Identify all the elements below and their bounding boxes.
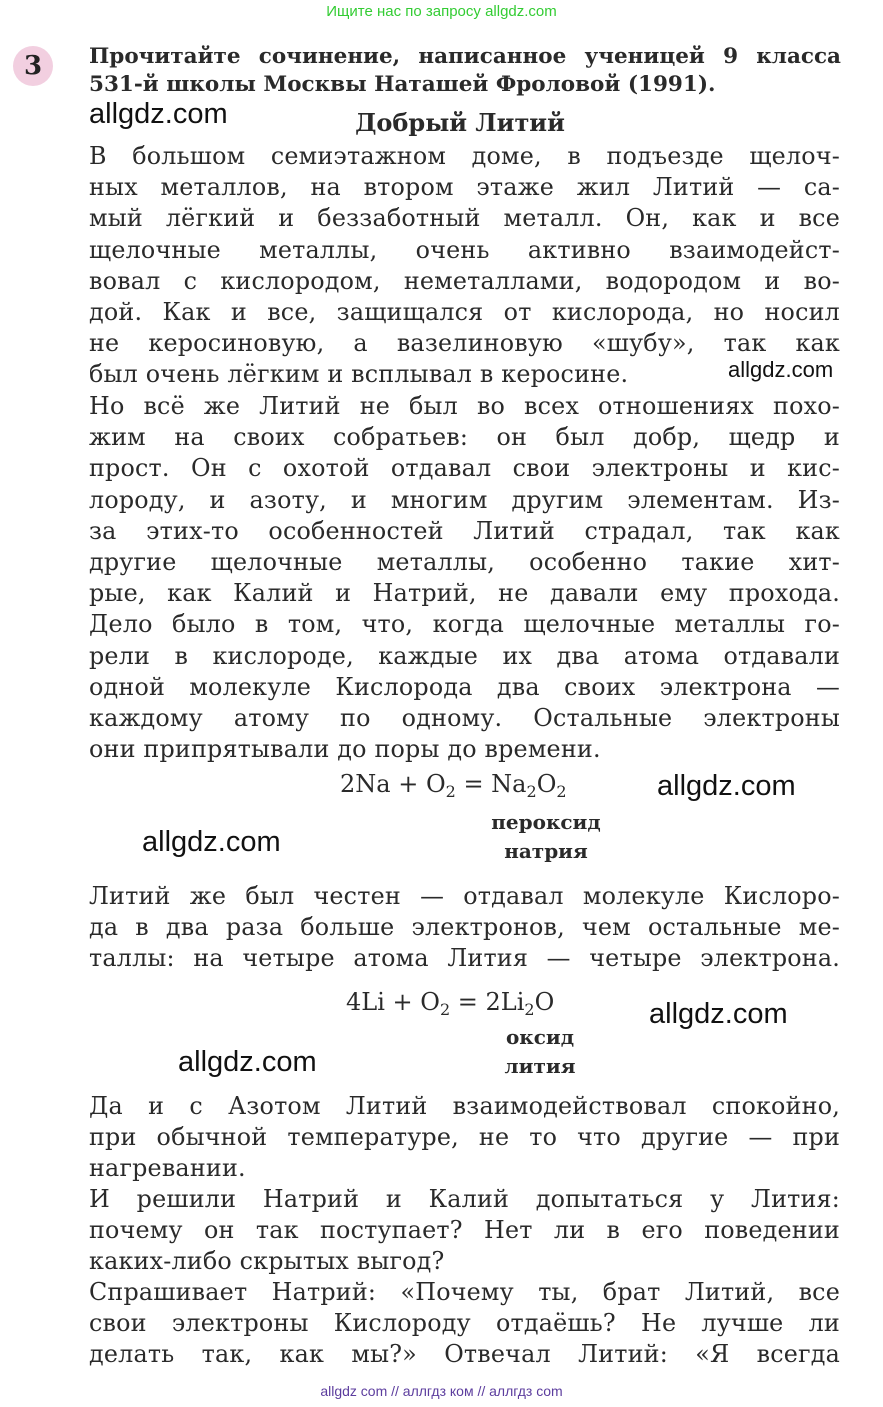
text-line: Но всё же Литий не был во всех отношениях похо-: [89, 392, 840, 420]
watermark: allgdz.com: [142, 826, 281, 858]
text-line: Спрашивает Натрий: «Почему ты, брат Литий, все: [89, 1278, 840, 1306]
text-line: Да и с Азотом Литий взаимодействовал спокойно,: [89, 1092, 840, 1120]
text-line: да в два раза больше электронов, чем остальные ме-: [89, 913, 840, 942]
text-line: Литий же был честен — отдавал молекуле Кислоро-: [89, 882, 840, 910]
equation-lithium-oxide: $4Li + O_2 = 2Li_2O$: [346, 988, 555, 1019]
text-line: одной молекуле Кислорода два своих электрона —: [89, 672, 840, 701]
text-line: прост. Он с охотой отдавал свои электроны и кис-: [89, 454, 840, 483]
text-line: каких-либо скрытых выгод?: [89, 1247, 445, 1276]
text-line: рые, как Калий и Натрий, не давали ему прохода.: [89, 579, 840, 608]
text-line: таллы: на четыре атома Лития — четыре электрона.: [89, 944, 840, 973]
top-banner[interactable]: Ищите нас по запросу allgdz.com: [326, 3, 557, 20]
text-line: вовал с кислородом, неметаллами, водородом и во-: [89, 266, 840, 295]
paragraph-1: [89, 141, 840, 391]
intro-line: Прочитайте сочинение, написанное ученицей 9 класса: [89, 44, 841, 69]
text-line: дой. Как и все, защищался от кислорода, но носил: [89, 297, 840, 326]
text-line: рели в кислороде, каждые их два атома отдавали: [89, 641, 840, 670]
text-line: И решили Натрий и Калий допытаться у Лития:: [89, 1185, 840, 1213]
text-line: ных металлов, на втором этаже жил Литий — са-: [89, 173, 840, 202]
story-title: Добрый Литий: [355, 108, 565, 137]
equation-1-label: пероксид натрия: [491, 810, 601, 863]
task-intro: [89, 43, 841, 99]
text-line: был очень лёгким и всплывал в керосине.: [89, 360, 629, 389]
text-line: Дело было в том, что, когда щелочные металлы го-: [89, 610, 840, 639]
text-line: мый лёгкий и беззаботный металл. Он, как и все: [89, 204, 840, 233]
text-line: другие щелочные металлы, особенно такие хит-: [89, 547, 840, 576]
text-line: они припрятывали до поры до времени.: [89, 735, 601, 764]
text-line: лороду, и азоту, и многим другим элементам. Из-: [89, 485, 840, 514]
equation-2-label: оксид лития: [504, 1025, 576, 1078]
text-line: за этих-то особенностей Литий страдал, так как: [89, 516, 840, 545]
text-line: жим на своих собратьев: он был добр, щедр и: [89, 423, 840, 452]
paragraph-5: [89, 1184, 840, 1278]
paragraph-3: [89, 881, 840, 975]
watermark: allgdz.com: [649, 998, 788, 1030]
watermark: allgdz.com: [728, 357, 834, 382]
watermark: allgdz.com: [89, 98, 228, 130]
text-line: нагревании.: [89, 1154, 246, 1183]
text-line: делать так, как мы?» Отвечал Литий: «Я всегда: [89, 1340, 840, 1369]
paragraph-6: [89, 1277, 840, 1371]
text-line: не керосиновую, а вазелиновую «шубу», так как: [89, 329, 840, 358]
text-line: каждому атому по одному. Остальные электроны: [89, 703, 840, 732]
watermark: allgdz.com: [657, 770, 796, 802]
text-line: свои электроны Кислороду отдаёшь? Не лучше ли: [89, 1309, 840, 1338]
paragraph-2: [89, 391, 840, 765]
text-line: почему он так поступает? Нет ли в его поведении: [89, 1216, 840, 1245]
footer-links[interactable]: allgdz com // аллгдз ком // аллгдз com: [320, 1383, 563, 1399]
text-line: В большом семиэтажном доме, в подъезде щелоч-: [89, 142, 840, 170]
equation-sodium-peroxide: $2Na + O_2 = Na_2O_2$: [340, 770, 567, 801]
task-number-badge: 3: [13, 46, 53, 86]
text-line: щелочные металлы, очень активно взаимодейст-: [89, 235, 840, 264]
intro-line: 531-й школы Москвы Наташей Фроловой (1991).: [89, 72, 716, 97]
text-line: при обычной температуре, не то что другие — при: [89, 1123, 840, 1152]
watermark: allgdz.com: [178, 1046, 317, 1078]
paragraph-4: [89, 1091, 840, 1185]
